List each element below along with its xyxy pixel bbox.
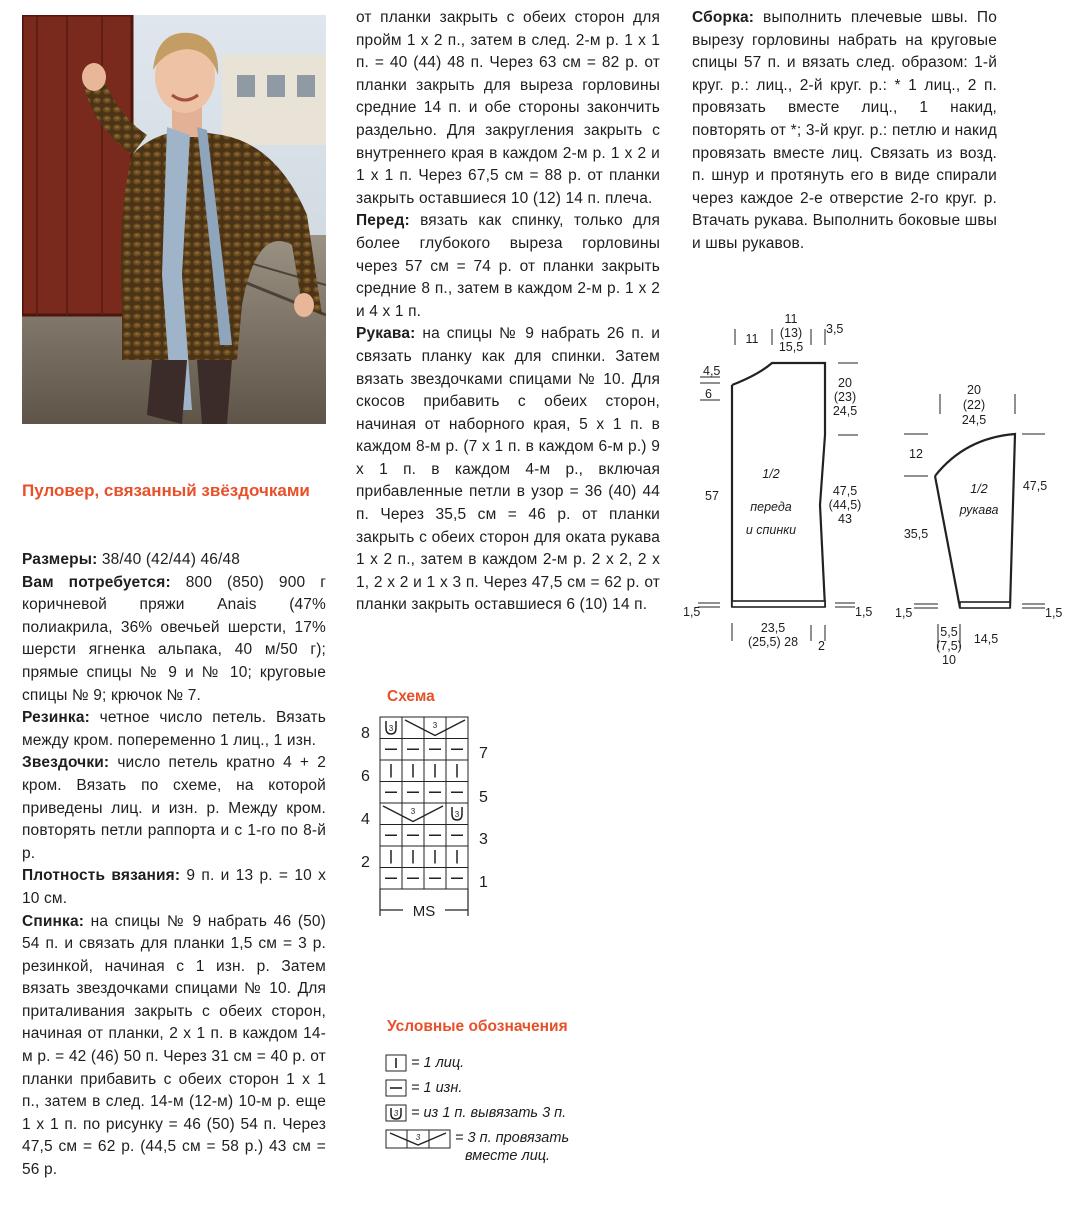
paragraph — [356, 323, 660, 617]
paragraph-label: Плотность вязания: — [22, 867, 181, 885]
dim-sleeve-band-left: 1,5 — [895, 606, 913, 620]
dim-body-neck-a: 11 — [784, 312, 798, 326]
legend-heading: Условные обозначения — [387, 1018, 568, 1035]
model-photo — [22, 15, 326, 424]
dim-sleeve-length: 47,5 — [1022, 479, 1048, 493]
svg-text:3: 3 — [415, 1133, 421, 1142]
stitch-chart — [355, 712, 505, 927]
paragraph-text: число петель кратно 4 + 2 кром. Вязать по схеме, на которой приведены лиц. и изн. р. Между кром. повторять петли раппорта и с 1-го по 8-й р. — [22, 754, 326, 862]
chart-heading: Схема — [387, 688, 435, 705]
paragraph — [22, 572, 326, 708]
row-number-3: 3 — [479, 831, 488, 848]
row-number-8: 8 — [361, 725, 370, 742]
piece-label-1: 1/2 — [762, 467, 780, 481]
row-number-6: 6 — [361, 768, 370, 785]
instructions-column-1 — [22, 549, 326, 1182]
k3tog-label: 3 — [410, 807, 416, 816]
dim-sleeve-cap: 12 — [909, 447, 923, 461]
legend-text-k3tog-2: вместе лиц. — [465, 1148, 551, 1164]
row-number-2: 2 — [361, 854, 370, 871]
piece-label-2: переда — [750, 500, 792, 514]
legend-text-knit: = 1 лиц. — [411, 1055, 465, 1071]
legend-text-k3tog: = 3 п. провязать — [455, 1130, 570, 1146]
row-number-7: 7 — [479, 745, 488, 762]
paragraph-label: Размеры: — [22, 551, 98, 568]
dim-hem-a: 23,5 — [760, 621, 786, 635]
dim-body-neck-c: 15,5 — [778, 340, 804, 354]
paragraph-text: от планки закрыть с обеих сторон для пройм 1 х 2 п., затем в след. 2-м р. 1 х 1 п. = 40 (44) 48 п. Через 63 см = 82 р. от планки закрыть для выреза горловины средние 14 п. и обе стороны закончить раздельно. Для закругления закрыть с внутреннего края в каждом 2-м р. 1 х 2 и 1 х 1 п. Через 67,5 см = 88 р. от планки закрыть оставшиеся 10 (12) 14 п. плеча. — [356, 9, 660, 207]
dim-band-left: 1,5 — [683, 605, 701, 619]
paragraph — [22, 549, 326, 572]
paragraph-text: на спицы № 9 набрать 26 п. и связать планку как для спинки. Затем вязать звездочками спицами № 10. Для скосов прибавить с обеих сторон, начиная от наборного края, 5 х 1 п. в каждом 8-м р. (7 х 1 п. в каждом 6-м р.) 9 х 1 п. в каждом 4-м р., включая прибавленные петли в узор = 36 (40) 44 п. Через 35,5 см = 46 р. от планки закрыть с обеих сторон для оката рукава 1 х 2 п., затем в каждом 2-м р. 2 х 2, 2 х 1, 2 х 2 и 1 х 3 п. Через 47,5 см = 62 р. от планки закрыть оставшиеся 6 (10) 14 п. — [356, 325, 660, 614]
k3tog-label: 3 — [432, 721, 438, 730]
dim-cuff-width: 14,5 — [973, 632, 999, 646]
legend-item-purl — [385, 1079, 462, 1101]
make-three-symbol-icon — [385, 1104, 407, 1122]
paragraph-label: Резинка: — [22, 709, 90, 727]
make-three-label: 3 — [388, 724, 394, 733]
body-schematic — [680, 305, 880, 670]
paragraph — [22, 707, 326, 752]
instructions-column-3 — [692, 7, 997, 256]
paragraph-label: Спинка: — [22, 912, 85, 930]
dim-side-c: 43 — [838, 512, 852, 526]
dim-neck-depth-a: 4,5 — [703, 364, 721, 378]
paragraph — [22, 752, 326, 865]
dim-armhole-a: 20 — [838, 376, 852, 390]
paragraph-text: 38/40 (42/44) 46/48 — [97, 551, 241, 568]
dim-side-b: (44,5) — [828, 498, 862, 512]
knit-symbol-icon — [385, 1054, 407, 1072]
dim-side-a: 47,5 — [832, 484, 858, 498]
paragraph-label: Вам потребуется: — [22, 573, 171, 591]
legend-item-k3tog — [385, 1129, 570, 1164]
paragraph — [22, 865, 326, 910]
dim-band-right: 1,5 — [855, 605, 873, 619]
paragraph-text: вязать как спинку, только для более глубокого выреза горловины через 57 см = 74 р. от планки закрыть средние 8 п., затем в каждом 2-м р. 1 х 2 и 4 х 1 п. — [356, 212, 660, 320]
paragraph-text: на спицы № 9 набрать 46 (50) 54 п. и связать для планки 1,5 см = 3 р. резинкой, начиная с 1 изн. р. Затем вязать звездочками спицами № 10. Для приталивания закрыть с обеих сторон, начиная от планки, 2 х 1 п. в каждом 14-м р. = 42 (46) 50 п. Через 31 см = 40 р. от планки прибавить с обеих сторон 1 х 1 п., затем в след. 14-м (12-м) 10-м р. еще 1 х 1 п. по рисунку = 46 (50) 54 п. Через 47,5 см = 62 р. (44,5 см = 58 р.) 43 см = 56 р. — [22, 912, 326, 1179]
dim-sleeve-top-c: 24,5 — [961, 413, 987, 427]
chart-grid — [380, 717, 468, 889]
paragraph — [356, 7, 660, 210]
svg-text:3: 3 — [393, 1109, 399, 1118]
dim-body-length: 57 — [705, 489, 719, 503]
piece-label-3: и спинки — [745, 523, 797, 537]
paragraph-text: 800 (850) 900 г коричневой пряжи Anais (47% полиакрила, 36% овечьей шерсти, 17% шерсти ягненка альпака, 40 м/50 г); прямые спицы № 9 и № 10; круговые спицы № 9; крючок № 7. — [22, 573, 327, 704]
dim-sleeve-band-right: 1,5 — [1045, 606, 1063, 620]
dim-cuff-a: 5,5 — [940, 625, 958, 639]
paragraph — [356, 210, 660, 323]
make-three-label: 3 — [454, 810, 460, 819]
dim-neck-depth-b: 6 — [705, 387, 712, 401]
legend-text-purl: = 1 изн. — [411, 1080, 463, 1096]
dim-hem-c: 2 — [818, 639, 825, 653]
row-number-5: 5 — [479, 789, 488, 806]
dim-hem-b: (25,5) 28 — [747, 635, 799, 649]
dim-cuff-c: 10 — [942, 653, 956, 667]
paragraph-label: Сборка: — [692, 9, 755, 26]
dim-body-neck-b: (13) — [779, 326, 803, 340]
paragraph — [22, 911, 326, 1182]
sleeve-label-1: 1/2 — [970, 482, 988, 496]
dim-body-shoulder: 11 — [745, 332, 759, 346]
legend-item-knit — [385, 1054, 464, 1076]
legend-text-make-three: = из 1 п. вывязать 3 п. — [411, 1105, 567, 1121]
row-number-4: 4 — [361, 811, 370, 828]
paragraph-label: Звездочки: — [22, 754, 110, 772]
sleeve-schematic — [890, 378, 1070, 673]
article-title: Пуловер, связанный звёздочками — [22, 481, 310, 500]
paragraph-label: Рукава: — [356, 325, 416, 343]
legend — [385, 1050, 645, 1170]
knit-three-together-symbol-icon — [385, 1129, 451, 1149]
dim-sleeve-lower: 35,5 — [903, 527, 929, 541]
paragraph-text: четное число петель. Вязать между кром. попеременно 1 лиц., 1 изн. — [22, 709, 326, 749]
paragraph-text: выполнить плечевые швы. По вырезу горловины набрать на круговые спицы 57 п. и вязать след. образом: 1-й круг. р.: лиц., 2-й круг. р.: * 1 лиц., 2 п. провязать вместе лиц., 1 накид, повторять от *; 3-й круг. р.: петлю и накид провязать вместе лиц. Связать из возд. п. шнур и протянуть его в виде спирали через каждое 2-е отверстие 2-го круг. р. Втачать рукава. Выполнить боковые швы и швы рукавов. — [692, 9, 997, 252]
paragraph-text: 9 п. и 13 р. = 10 х 10 см. — [22, 867, 326, 907]
dim-cuff-b: (7,5) — [936, 639, 962, 653]
legend-item-make-three — [385, 1104, 566, 1126]
sleeve-label-2: рукава — [959, 503, 999, 517]
dim-sleeve-top-a: 20 — [967, 383, 981, 397]
paragraph-label: Перед: — [356, 212, 410, 230]
dim-armhole-b: (23) — [833, 390, 857, 404]
instructions-column-2 — [356, 7, 660, 617]
paragraph — [692, 7, 997, 256]
row-number-1: 1 — [479, 874, 488, 891]
chart-repeat-label: MS — [412, 903, 436, 920]
dim-sleeve-top-b: (22) — [962, 398, 986, 412]
purl-symbol-icon — [385, 1079, 407, 1097]
dim-armhole-c: 24,5 — [832, 404, 858, 418]
dim-body-neck-d: 3,5 — [826, 322, 844, 336]
